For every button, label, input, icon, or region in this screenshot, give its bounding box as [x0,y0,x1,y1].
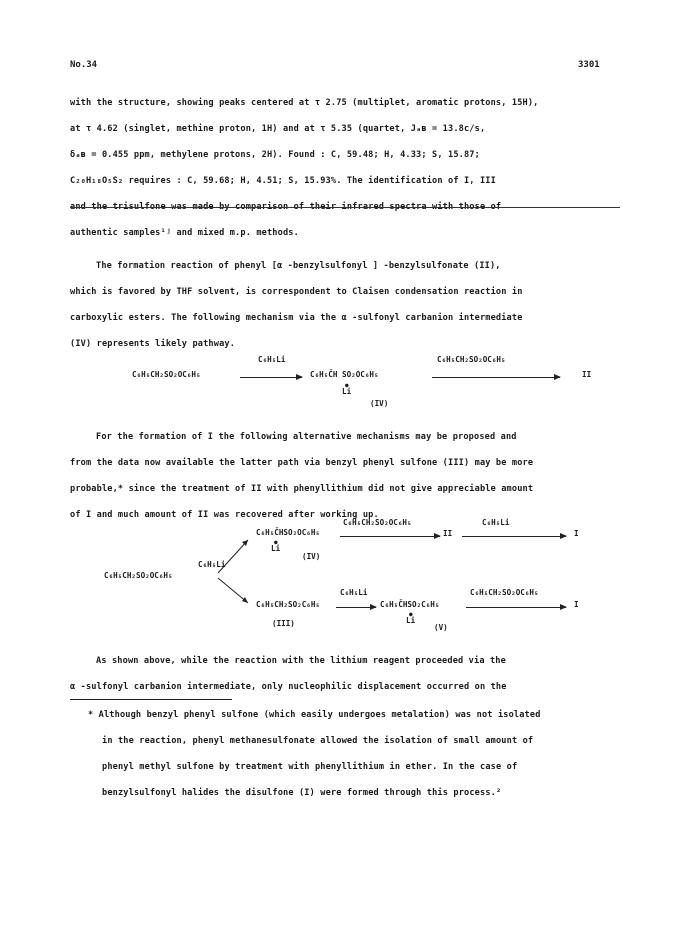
bond-dot: ● [274,539,278,546]
compound-label: (IV) [370,399,389,408]
text-line: For the formation of I the following alternative mechanisms may be proposed and [96,432,517,442]
footnote-rule [70,699,232,700]
reagent-label: C₆H₅Li [482,518,510,527]
reagent-label: C₆H₅Li [198,560,226,569]
lower-compound-formula: C₆H₅CH₂SO₂C₆H₅ [256,600,321,609]
text-line: probable,* since the treatment of II with phenyllithium did not give appreciable amount [70,484,534,494]
reagent-label: C₆H₅CH₂SO₂OC₆H₅ [343,518,412,527]
text-line: As shown above, while the reaction with the lithium reagent proceeded via the [96,656,506,666]
compound-label: (IV) [302,552,321,561]
start-formula: C₆H₅CH₂SO₂OC₆H₅ [104,571,173,580]
lithium-label: Li [406,616,416,625]
text-line: phenyl methyl sulfone by treatment with phenyllithium in ether. In the case of [102,762,518,772]
text-line: which is favored by THF solvent, is correspondent to Claisen condensation reaction in [70,287,523,297]
text-line: in the reaction, phenyl methanesulfonate allowed the isolation of small amount of [102,736,534,746]
reaction-arrow [340,536,440,537]
text-line: (IV) represents likely pathway. [70,339,236,349]
reaction-arrow [462,536,566,537]
text-line: from the data now available the latter path via benzyl phenyl sulfone (III) may be more [70,458,534,468]
intermediate-formula: C₆H₅C̄H SO₂OC₆H₅ [310,370,379,379]
reaction-arrow [336,607,376,608]
journal-number: No.34 [70,60,98,70]
reagent-label: C₆H₅Li [340,588,368,597]
reaction-arrow [466,607,566,608]
bond-dot: ● [409,611,413,618]
product-label: I [574,529,579,538]
reactant-formula: C₆H₅CH₂SO₂OC₆H₅ [132,370,201,379]
text-line: carboxylic esters. The following mechanism via the α -sulfonyl carbanion intermediate [70,313,523,323]
product-label: I [574,600,579,609]
upper-intermediate-formula: C₆H₅C̄HSO₂OC₆H₅ [256,528,321,537]
text-line: authentic samples¹ʲ and mixed m.p. methods. [70,228,299,238]
reagent-label: C₆H₅Li [258,355,286,364]
text-line: benzylsulfonyl halides the disulfone (I) were formed through this process.² [102,788,502,798]
product-label: II [582,370,592,379]
text-line: at τ 4.62 (singlet, methine proton, 1H) and at τ 5.35 (quartet, Jₐʙ = 13.8c/s, [70,124,486,134]
reagent-label: C₆H₅CH₂SO₂OC₆H₅ [470,588,539,597]
text-line: with the structure, showing peaks centered at τ 2.75 (multiplet, aromatic protons, 15H), [70,98,539,108]
bond-dot: ● [345,382,349,389]
compound-label: (V) [434,623,448,632]
lithium-label: Li [342,387,352,396]
page-number: 3301 [578,60,600,70]
intermediate-label: II [443,529,453,538]
text-line: δₐʙ = 0.455 ppm, methylene protons, 2H). Found : C, 59.48; H, 4.33; S, 15.87; [70,150,480,160]
reagent-label: C₆H₅CH₂SO₂OC₆H₅ [437,355,506,364]
text-line: C₂₀H₁₈O₅S₂ requires : C, 59.68; H, 4.51; S, 15.93%. The identification of I, III [70,176,496,186]
compound-label: (III) [272,619,295,628]
lower-intermediate-formula: C₆H₅C̄HSO₂C₆H₅ [380,600,440,609]
text-line: The formation reaction of phenyl [α -benzylsulfonyl ] -benzylsulfonate (II), [96,261,501,271]
text-line: of I and much amount of II was recovered after working up. [70,510,379,520]
text-line: and the trisulfone was made by comparison of their infrared spectra with those of [70,202,502,212]
text-line: α -sulfonyl carbanion intermediate, only nucleophilic displacement occurred on the [70,682,507,692]
lithium-label: Li [271,544,281,553]
text-line: * Although benzyl phenyl sulfone (which easily undergoes metalation) was not isolated [88,710,541,720]
